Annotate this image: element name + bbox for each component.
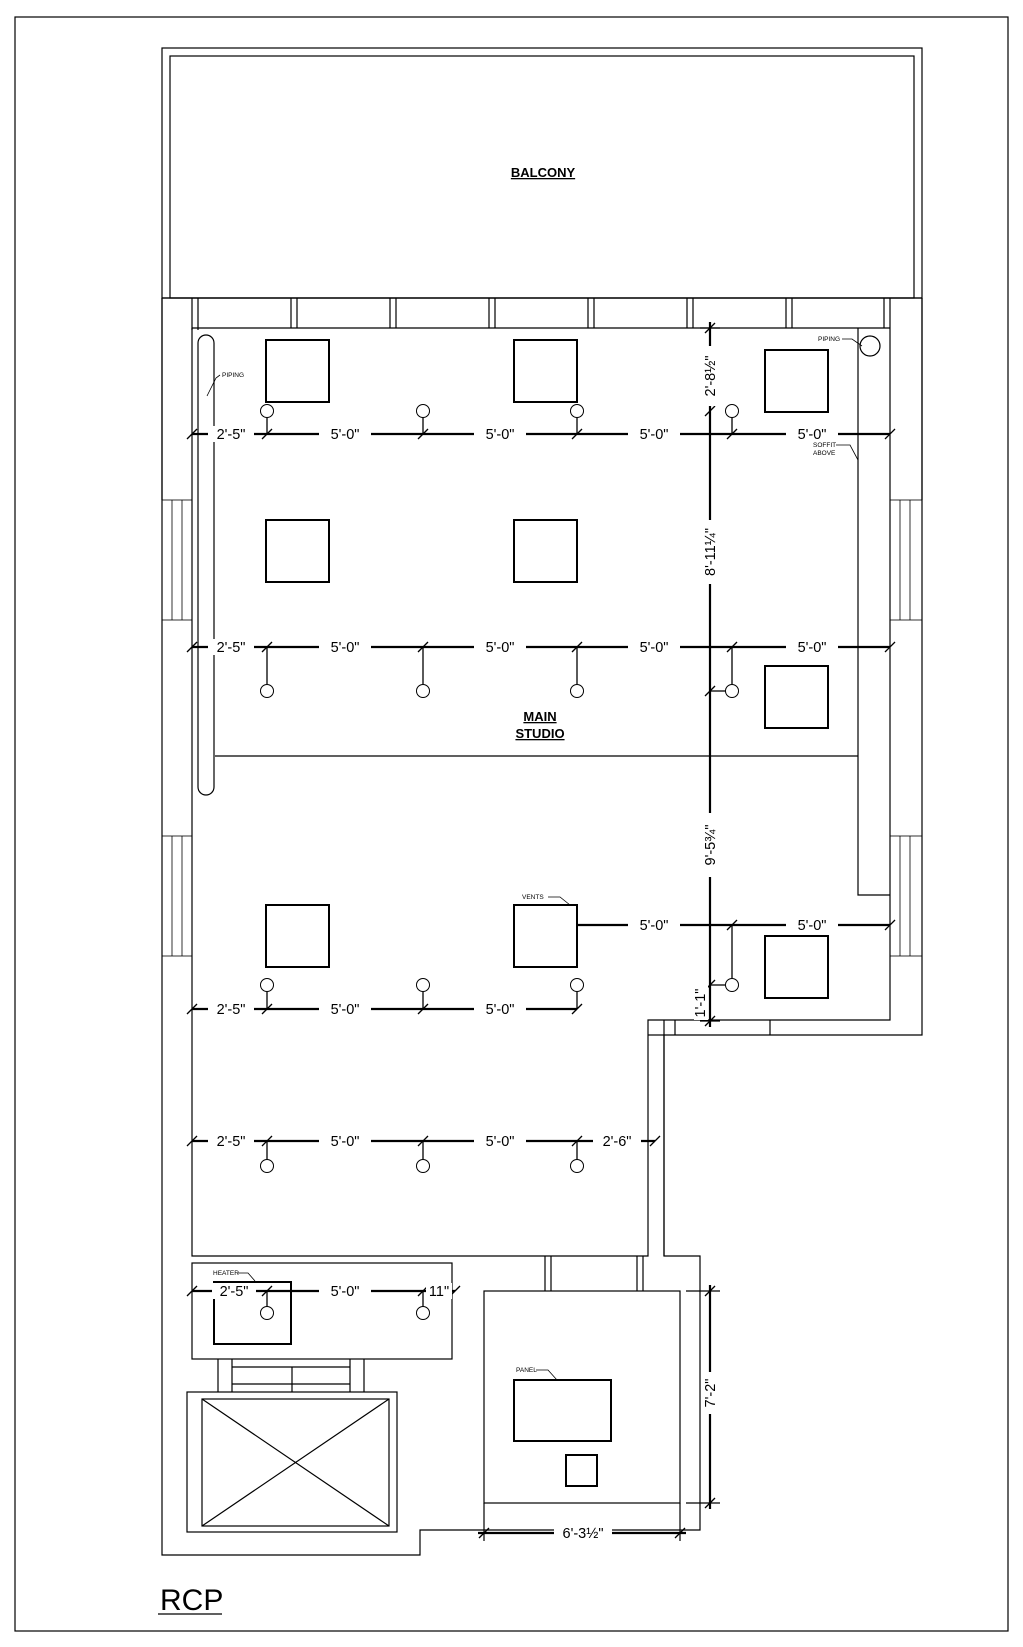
main-studio-label-line1: MAIN: [523, 709, 557, 724]
dim-label: 5'-0": [330, 427, 360, 443]
dim-label: 2'-5": [216, 1002, 246, 1018]
piping-left: [198, 335, 214, 795]
dim-label: 5'-0": [330, 1002, 360, 1018]
leader-vents: [522, 894, 570, 905]
dim-panel-vertical: [686, 1285, 720, 1509]
note-piping-left: PIPING: [222, 372, 245, 379]
note-soffit-1: SOFFIT: [813, 442, 837, 449]
light: [261, 1307, 274, 1320]
light: [417, 979, 430, 992]
vent: [765, 666, 828, 728]
light: [261, 405, 274, 418]
dim-label: 1'-1": [693, 988, 709, 1018]
dim-panel-horizontal: [478, 1503, 686, 1542]
dim-label: 5'-0": [485, 1002, 515, 1018]
light: [571, 405, 584, 418]
dim-label: 5'-0": [639, 427, 669, 443]
dim-row-1: [187, 405, 895, 444]
leader-soffit: [813, 442, 858, 460]
light: [417, 685, 430, 698]
main-studio-label-line2: STUDIO: [515, 726, 565, 741]
dim-label: 2'-5": [216, 427, 246, 443]
main-studio-wall-inner: [192, 328, 890, 1256]
window-band: [162, 298, 922, 500]
light: [571, 685, 584, 698]
light: [726, 685, 739, 698]
dim-label: 5'-0": [485, 1134, 515, 1150]
light: [261, 1160, 274, 1173]
dim-label: 7'-2": [703, 1378, 719, 1408]
electrical-panel: [514, 1380, 611, 1441]
dim-label: 6'-3½": [562, 1526, 604, 1542]
light: [261, 685, 274, 698]
dim-row-4: [187, 1133, 660, 1173]
dim-vertical-chain: [693, 322, 726, 1027]
vent: [514, 905, 577, 967]
dim-label: 5'-0": [639, 918, 669, 934]
dim-label: 5'-0": [330, 640, 360, 656]
dim-label: 2'-5": [219, 1284, 249, 1300]
dim-label: 5'-0": [485, 427, 515, 443]
balcony-label: BALCONY: [510, 165, 576, 180]
dim-label: 2'-6": [602, 1134, 632, 1150]
note-panel: PANEL: [516, 1367, 537, 1374]
vent: [266, 520, 329, 582]
vent: [765, 936, 828, 998]
note-vents: VENTS: [522, 894, 544, 901]
vent: [765, 350, 828, 412]
light: [726, 979, 739, 992]
dim-row-5: [187, 1283, 460, 1320]
note-heater: HEATER: [213, 1270, 239, 1277]
vent: [514, 340, 577, 402]
light: [571, 979, 584, 992]
soffit: [858, 328, 890, 895]
dim-label: 2'-5": [216, 640, 246, 656]
sheet-border: [15, 17, 1008, 1631]
dim-label: 5'-0": [797, 427, 827, 443]
dim-label: 9'-5¾": [703, 824, 719, 866]
leader-panel: [516, 1367, 557, 1380]
panel-box: [566, 1455, 597, 1486]
dim-label: 5'-0": [797, 640, 827, 656]
dim-label: 5'-0": [639, 640, 669, 656]
leader-heater: [213, 1270, 255, 1281]
dim-label: 2'-5": [216, 1134, 246, 1150]
light: [726, 405, 739, 418]
note-piping-right: PIPING: [818, 336, 841, 343]
dim-label: 5'-0": [797, 918, 827, 934]
dim-row-3: [187, 979, 739, 1019]
dim-label: 11": [428, 1284, 450, 1300]
note-soffit-2: ABOVE: [813, 450, 836, 457]
dim-row-3-right: [577, 917, 895, 978]
vent: [514, 520, 577, 582]
leader-piping-left: [207, 372, 244, 396]
stair-opening: [187, 1359, 397, 1532]
dim-label: 8'-11¼": [703, 528, 719, 576]
light: [261, 979, 274, 992]
drawing-title: RCP: [160, 1584, 224, 1617]
light: [417, 1307, 430, 1320]
dim-label: 5'-0": [485, 640, 515, 656]
light: [571, 1160, 584, 1173]
vent: [266, 905, 329, 967]
dim-label: 2'-8½": [703, 355, 719, 397]
dim-row-2: [187, 639, 895, 698]
dim-label: 5'-0": [330, 1284, 360, 1300]
leader-piping-right: [818, 336, 862, 346]
light: [417, 405, 430, 418]
dim-label: 5'-0": [330, 1134, 360, 1150]
vent: [266, 340, 329, 402]
piping-right: [860, 336, 880, 356]
light: [417, 1160, 430, 1173]
